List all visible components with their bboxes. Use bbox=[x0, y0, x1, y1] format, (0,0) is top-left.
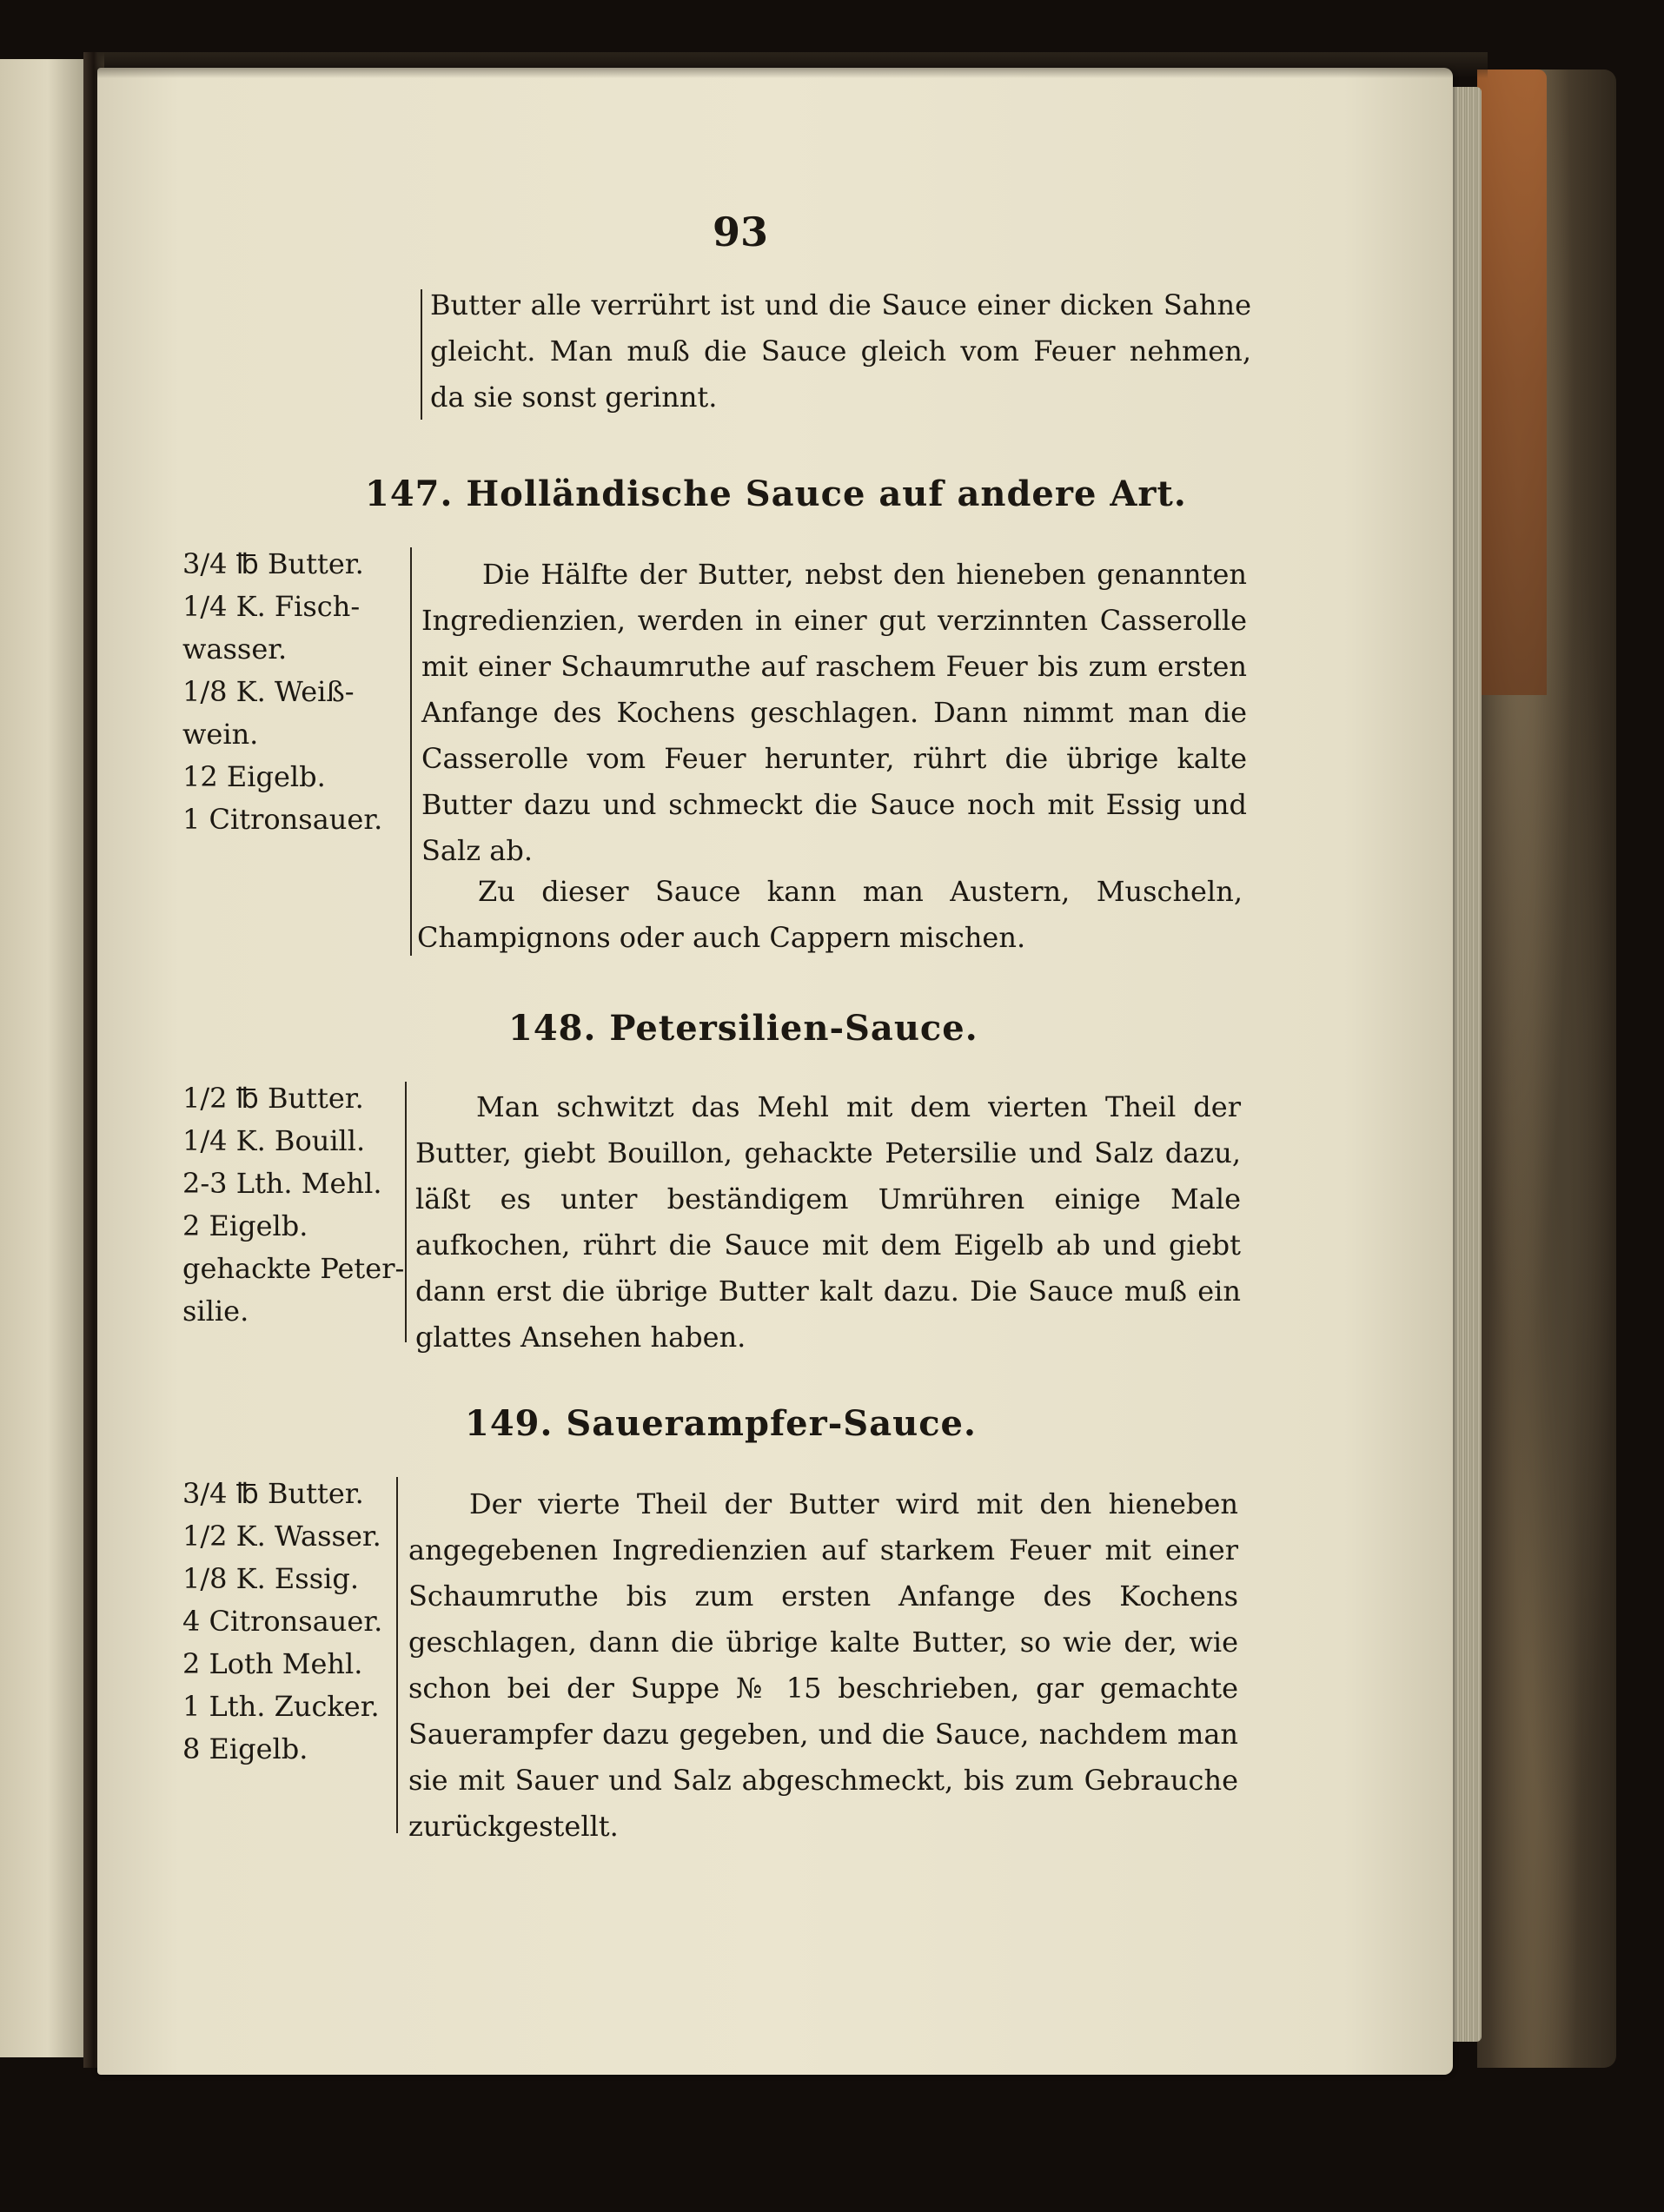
ingredient-line: 4 Citronsauer. bbox=[182, 1605, 383, 1638]
ingredient-line: 8 Eigelb. bbox=[182, 1732, 308, 1765]
ingredients-list-147 bbox=[182, 543, 382, 841]
recipe-paragraph-149: Der vierte Theil der Butter wird mit den hieneben angegebenen Ingredienzien auf starkem Feuer mit einer Schaumruthe bis zum ersten Anfange des Kochens geschlagen, dann die übrige kalte Butter, so wie der, wie schon bei der Suppe № 15 beschrieben, gar gemachte Sauerampfer dazu gegeben, und die Sauce, nachdem man sie mit Sauer und Salz abgeschmeckt, bis zum Gebrauche zurückgestellt. bbox=[408, 1487, 1238, 1843]
ingredient-line: 3/4 ℔ Butter. bbox=[182, 1477, 364, 1510]
ingredient-line: 1 Citronsauer. bbox=[182, 803, 383, 836]
top-shadow bbox=[97, 52, 1488, 78]
ingredient-line: 3/4 ℔ Butter. bbox=[182, 547, 364, 580]
margin-rule bbox=[405, 1082, 407, 1342]
ingredient-line: 2-3 Lth. Mehl. bbox=[182, 1167, 382, 1200]
page-number: 93 bbox=[713, 209, 769, 255]
recipe-heading-148: 148. Petersilien-Sauce. bbox=[508, 1008, 978, 1049]
ingredient-line: 2 Loth Mehl. bbox=[182, 1647, 363, 1680]
recipe-paragraph-147-a: Die Hälfte der Butter, nebst den hieneben genannten Ingredienzien, werden in einer gut verzinnten Casserolle mit einer Schaumruthe auf raschem Feuer bis zum ersten Anfange des Kochens geschlagen. Dann nimmt man die Casserolle vom Feuer herunter, rührt die übrige kalte Butter dazu und schmeckt die Sauce noch mit Essig und Salz ab. bbox=[421, 558, 1247, 867]
recipe-heading-147: 147. Holländische Sauce auf andere Art. bbox=[365, 474, 1187, 514]
margin-rule bbox=[396, 1477, 398, 1833]
continuation-paragraph: Butter alle verrührt ist und die Sauce einer dicken Sahne gleicht. Man muß die Sauce gleich vom Feuer nehmen, da sie sonst gerinnt. bbox=[430, 288, 1251, 414]
ingredients-list-148 bbox=[182, 1077, 404, 1333]
ingredient-line: 1/2 ℔ Butter. bbox=[182, 1082, 364, 1115]
ingredient-line: wein. bbox=[182, 718, 259, 751]
margin-rule bbox=[421, 289, 422, 420]
recipe-paragraph-148: Man schwitzt das Mehl mit dem vierten Theil der Butter, giebt Bouillon, gehackte Petersilie und Salz dazu, läßt es unter beständigem Umrühren einige Male aufkochen, rührt die Sauce mit dem Eigelb ab und giebt dann erst die übrige Butter kalt dazu. Die Sauce muß ein glattes Ansehen haben. bbox=[415, 1090, 1241, 1354]
ingredient-line: 2 Eigelb. bbox=[182, 1209, 308, 1242]
ingredient-line: 1/8 K. Weiß- bbox=[182, 675, 355, 708]
recipe-heading-149: 149. Sauerampfer-Sauce. bbox=[465, 1403, 977, 1444]
ingredient-line: gehackte Peter- bbox=[182, 1252, 405, 1285]
ingredients-list-149 bbox=[182, 1473, 382, 1771]
ingredient-line: 1/2 K. Wasser. bbox=[182, 1520, 381, 1553]
ingredient-line: 1/4 K. Bouill. bbox=[182, 1124, 366, 1157]
ingredient-line: 1 Lth. Zucker. bbox=[182, 1690, 380, 1723]
ingredient-line: wasser. bbox=[182, 632, 288, 666]
ingredient-line: 12 Eigelb. bbox=[182, 760, 326, 793]
left-page-edge bbox=[0, 59, 87, 2057]
recipe-paragraph-147-b: Zu dieser Sauce kann man Austern, Muscheln, Champignons oder auch Cappern mischen. bbox=[417, 875, 1243, 954]
margin-rule bbox=[410, 547, 412, 956]
ingredient-line: silie. bbox=[182, 1295, 249, 1328]
ingredient-line: 1/4 K. Fisch- bbox=[182, 590, 361, 623]
leather-cover-corner bbox=[1477, 70, 1547, 695]
ingredient-line: 1/8 K. Essig. bbox=[182, 1562, 360, 1595]
